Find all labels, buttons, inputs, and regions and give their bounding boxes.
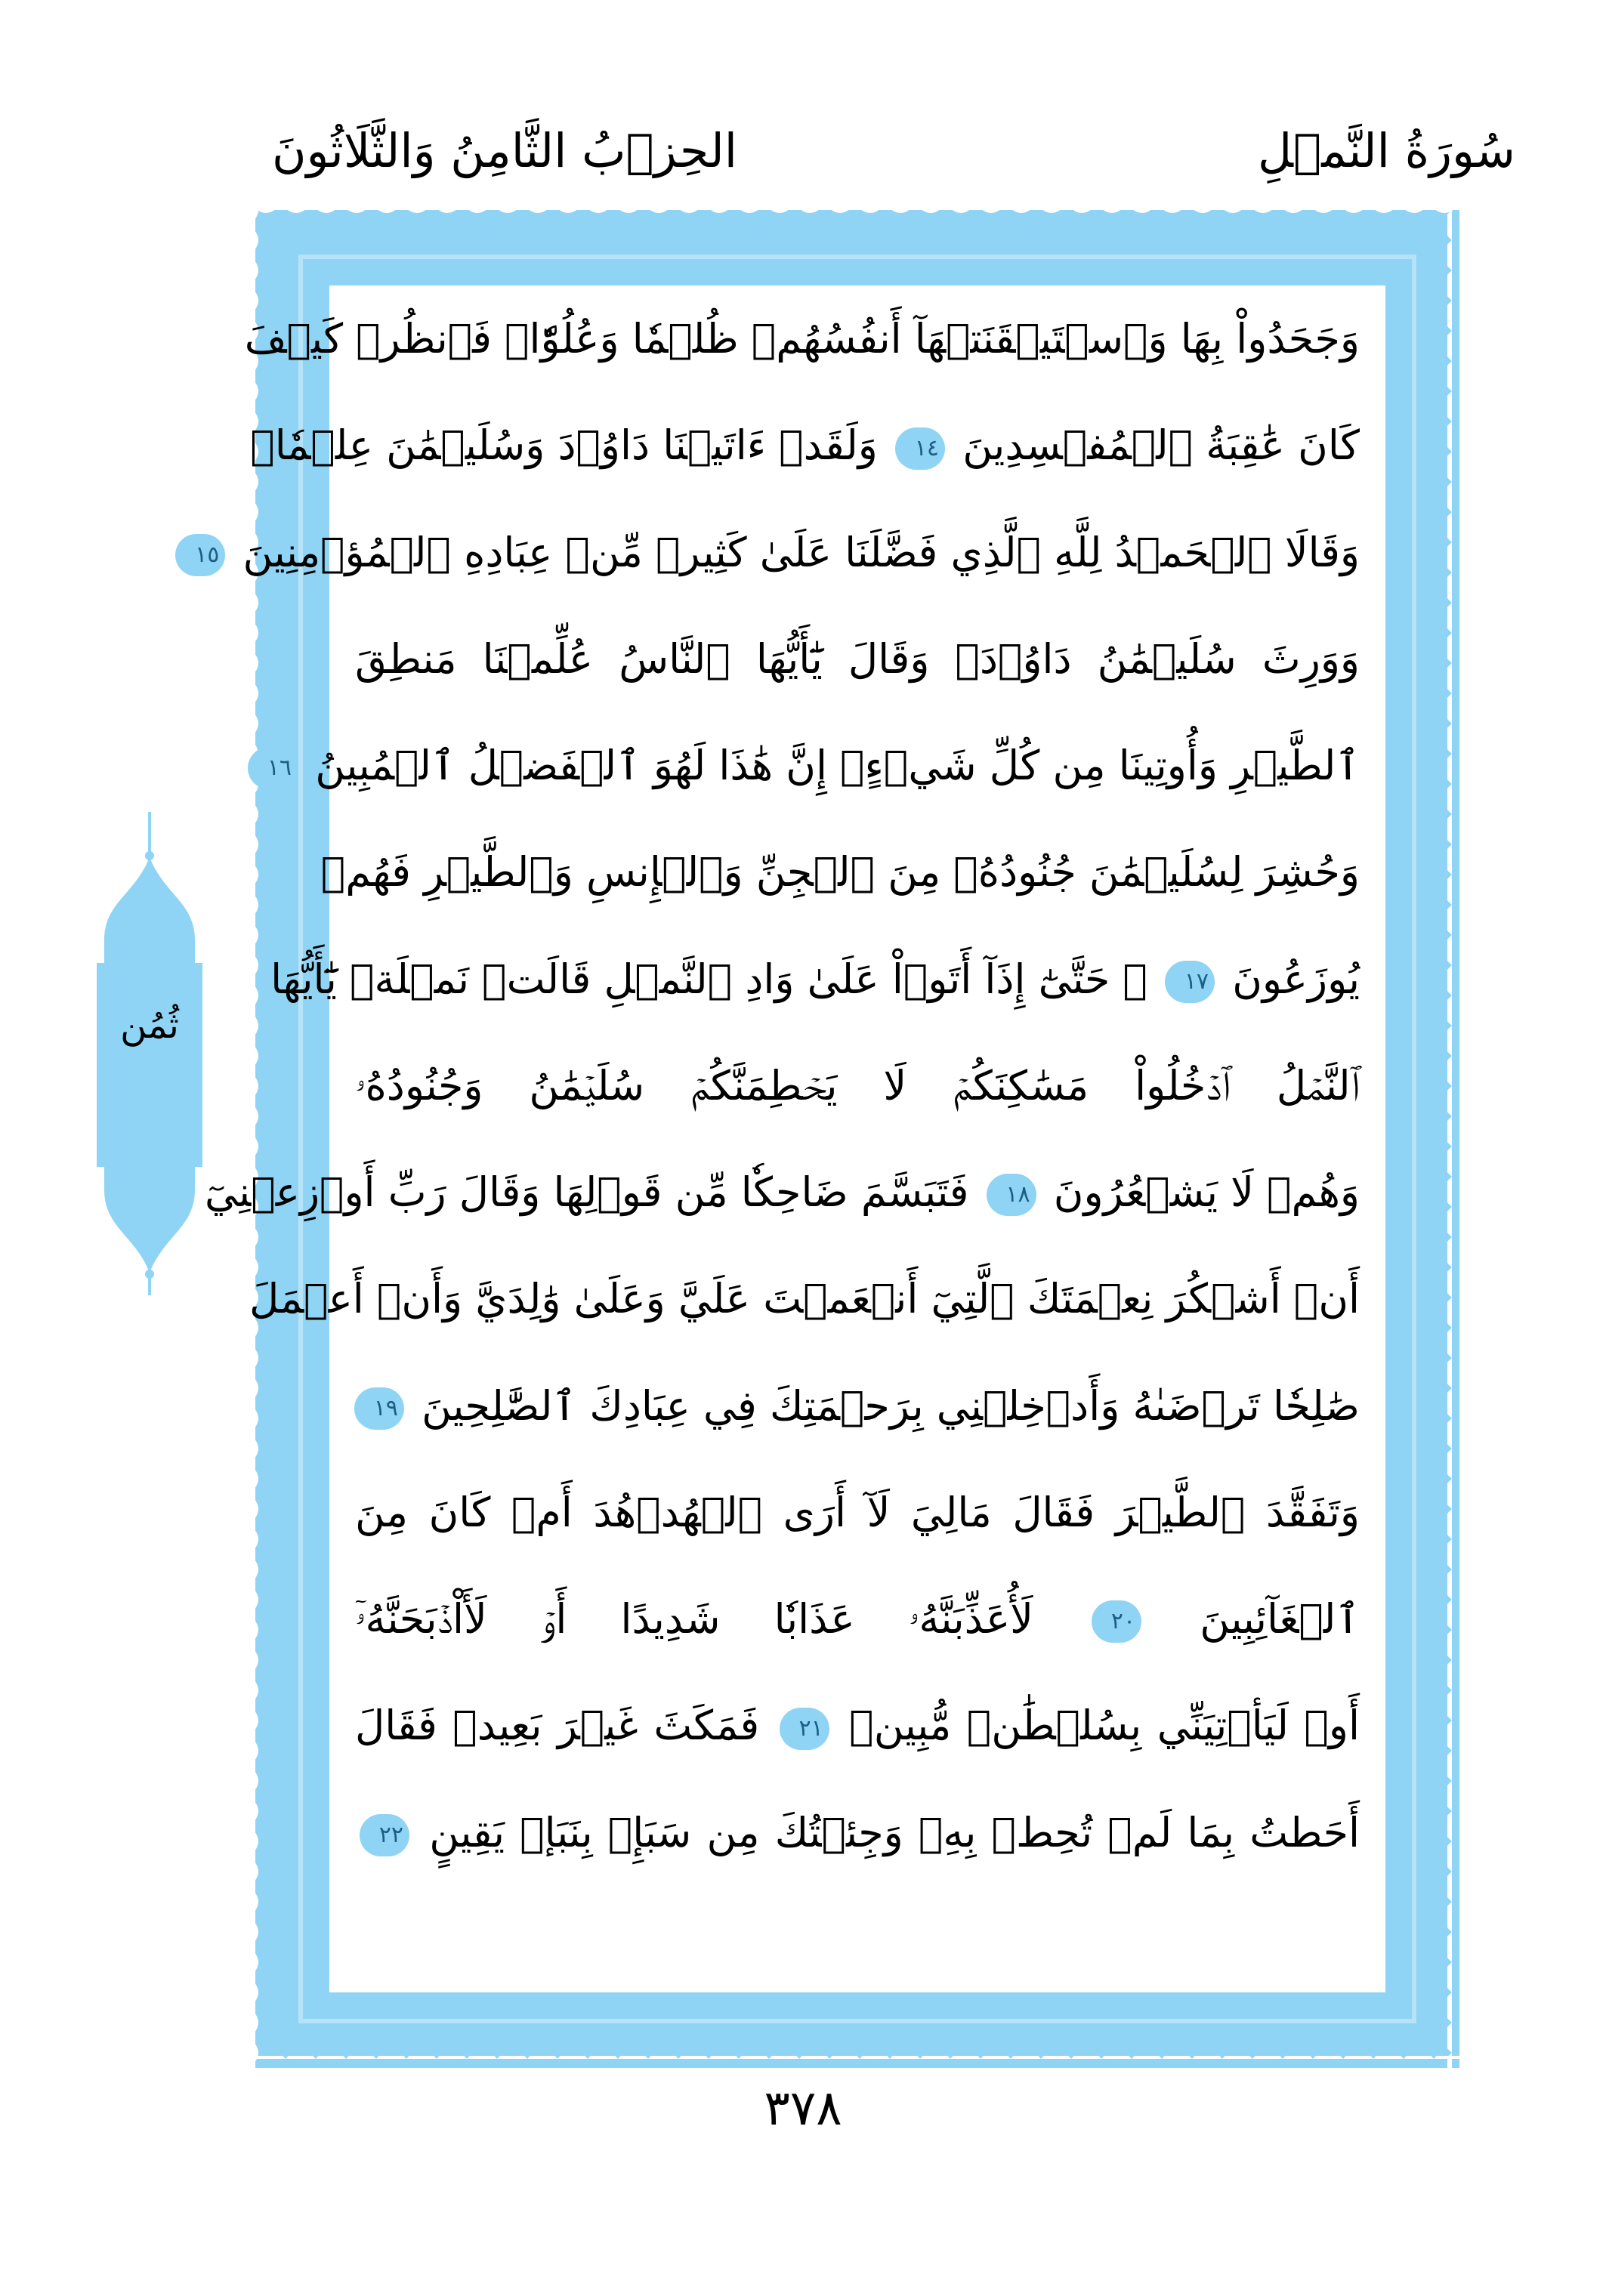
text-line [329,606,1385,712]
verse-text: ٱلۡغَآئِبِينَ [1200,1595,1360,1643]
verse-text: وَجَحَدُواْ بِهَا وَٱسۡتَيۡقَنَتۡهَآ أَنفُسُهُمۡ ظُلۡمٗا وَعُلُوّٗاۚ فَٱنظُرۡ كَيۡفَ [244,315,1360,363]
verse-text: وَقَالَا ٱلۡحَمۡدُ لِلَّهِ ٱلَّذِي فَضَّلَنَا عَلَىٰ كَثِيرٖ مِّنۡ عِبَادِهِ ٱلۡمُؤۡمِنِينَ [242,528,1360,576]
page-number: ٣٧٨ [764,2081,842,2137]
verse-text: أَنۡ أَشۡكُرَ نِعۡمَتَكَ ٱلَّتِيٓ أَنۡعَمۡتَ عَلَيَّ وَعَلَىٰ وَٰلِدَيَّ وَأَنۡ أَعۡمَلَ [249,1275,1360,1323]
surah-title: سُورَةُ النَّمۡلِ [1258,123,1515,178]
text-line [270,926,1385,1032]
verse-text: صَٰلِحٗا تَرۡضَىٰهُ وَأَدۡخِلۡنِي بِرَحۡمَتِكَ فِي عِبَادِكَ ٱلصَّٰلِحِينَ [422,1381,1360,1430]
ayah-number-badge: ٢٢ [360,1814,409,1856]
verse-text: فَمَكَثَ غَيۡرَ بَعِيدٖ فَقَالَ [355,1702,760,1750]
verse-text: ۞ حَتَّىٰٓ إِذَآ أَتَوۡاْ عَلَىٰ وَادِ ٱلنَّمۡلِ قَالَتۡ نَمۡلَةٞ يَٰٓأَيُّهَا [270,955,1147,1003]
verse-text: وَحُشِرَ لِسُلَيۡمَٰنَ جُنُودُهُۥ مِنَ ٱلۡجِنِّ وَٱلۡإِنسِ وَٱلطَّيۡرِ فَهُمۡ [320,848,1360,896]
verse-text: أَوۡ لَيَأۡتِيَنِّي بِسُلۡطَٰنٖ مُّبِينٖ [849,1702,1360,1750]
hizb-quarter-marker [89,812,210,1295]
verse-text: ٱلنَّمۡلُ ٱدۡخُلُواْ مَسَٰكِنَكُمۡ لَا يَحۡطِمَنَّكُمۡ سُلَيۡمَٰنُ وَجُنُودُهُۥ [355,1061,1360,1109]
verse-text: فَتَبَسَّمَ ضَاحِكٗا مِّن قَوۡلِهَا وَقَالَ رَبِّ أَوۡزِعۡنِيٓ [205,1168,969,1216]
verse-text: وَتَفَقَّدَ ٱلطَّيۡرَ فَقَالَ مَالِيَ لَآ أَرَى ٱلۡهُدۡهُدَ أَمۡ كَانَ مِنَ [355,1488,1360,1536]
text-line [249,1245,1385,1352]
ayah-number-badge: ٢٠ [1092,1600,1141,1643]
verse-text: وَهُمۡ لَا يَشۡعُرُونَ [1053,1168,1360,1216]
thumun-label: ثُمُن [120,1004,179,1047]
verse-text: وَلَقَدۡ ءَاتَيۡنَا دَاوُۥدَ وَسُلَيۡمَٰنَ عِلۡمٗاۖ [250,421,878,470]
ayah-number-badge: ١٦ [248,747,298,789]
text-line [244,285,1385,392]
verse-text: لَأُعَذِّبَنَّهُۥ عَذَابٗا شَدِيدًا أَوۡ لَأَاْذۡبَحَنَّهُۥٓ [355,1595,1033,1643]
page-frame [195,210,1459,2068]
verse-text: ٱلطَّيۡرِ وَأُوتِينَا مِن كُلِّ شَيۡءٍۖ إِنَّ هَٰذَا لَهُوَ ٱلۡفَضۡلُ ٱلۡمُبِينُ [315,742,1360,789]
text-line [205,1139,1385,1245]
ayah-number-badge: ١٧ [1165,961,1215,1003]
verse-text: كَانَ عَٰقِبَةُ ٱلۡمُفۡسِدِينَ [962,421,1360,470]
ayah-number-badge: ١٤ [895,427,945,470]
text-line [329,1459,1385,1566]
text-line [329,1779,1385,1886]
verse-text: وَوَرِثَ سُلَيۡمَٰنُ دَاوُۥدَۖ وَقَالَ يَٰٓأَيُّهَا ٱلنَّاسُ عُلِّمۡنَا مَنطِقَ [355,634,1360,683]
text-line [329,1032,1385,1139]
verse-text: يُوزَعُونَ [1232,955,1360,1003]
text-line [250,392,1385,498]
text-line [320,819,1385,925]
quran-text-panel [195,285,1385,1992]
text-line [329,1672,1385,1779]
ayah-number-badge: ١٩ [354,1387,404,1430]
text-line [267,712,1385,819]
ayah-number-badge: ١٥ [175,534,225,576]
verse-text: أَحَطتُ بِمَا لَمۡ تُحِطۡ بِهِۦ وَجِئۡتُكَ مِن سَبَإِۭ بِنَبَإٖ يَقِينٍ [429,1808,1360,1856]
ayah-number-badge: ٢١ [780,1708,829,1750]
ayah-number-badge: ١٨ [987,1174,1036,1216]
text-line [329,1566,1385,1672]
text-line [329,1353,1385,1459]
text-line [195,499,1385,606]
hizb-title: الحِزۡبُ الثَّامِنُ وَالثَّلَاثُونَ [272,123,738,178]
